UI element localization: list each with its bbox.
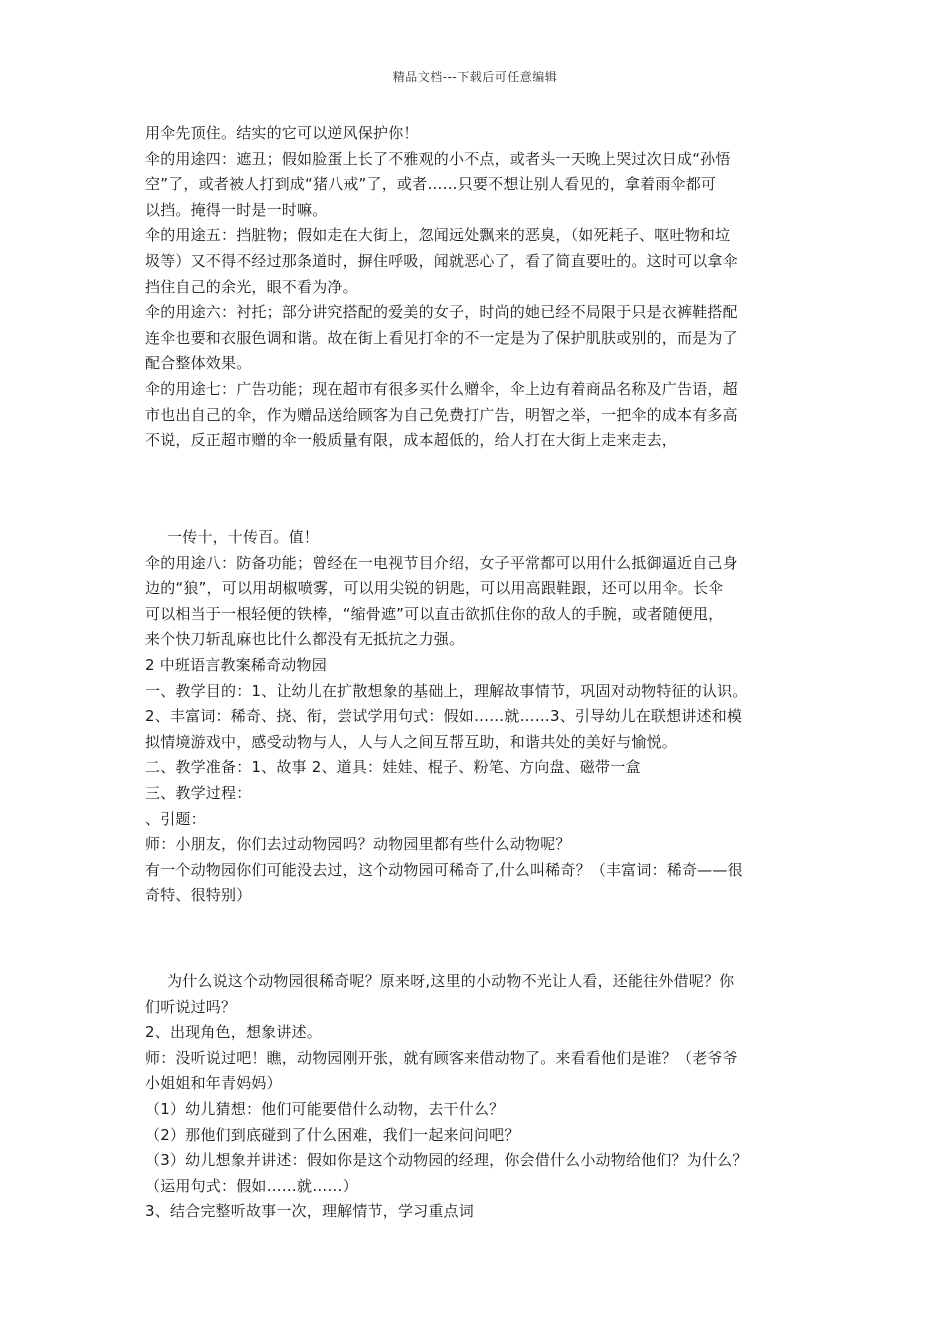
text-line: 伞的用途五：挡脏物；假如走在大街上，忽闻远处飘来的恶臭，（如死耗子、呕吐物和垃 [145,226,731,245]
text-line: 2、出现角色，想象讲述。 [145,1023,322,1042]
text-line: 一、教学目的：1、让幼儿在扩散想象的基础上，理解故事情节，巩固对动物特征的认识。 [145,681,748,700]
text-line: 2、丰富词：稀奇、挠、衔，尝试学用句式：假如……就……3、引导幼儿在联想讲述和模 [145,707,743,726]
text-line: （3）幼儿想象并讲述：假如你是这个动物园的经理，你会借什么小动物给他们？为什么？ [145,1151,748,1170]
text-line: 、引题： [145,809,206,828]
text-line: 伞的用途八：防备功能；曾经在一电视节目介绍，女子平常都可以用什么抵御逼近自己身 [145,553,738,572]
text-line: （运用句式：假如……就……） [145,1176,358,1195]
text-line: （1）幼儿猜想：他们可能要借什么动物，去干什么？ [145,1099,505,1118]
text-line: 3、结合完整听故事一次，理解情节，学习重点词 [145,1202,474,1221]
text-line: 空”了，或者被人打到成“猪八戒”了，或者……只要不想让别人看见的，拿着雨伞都可 [145,175,717,194]
text-line: 奇特、很特别） [145,886,252,905]
text-line: （2）那他们到底碰到了什么困难，我们一起来问问吧？ [145,1125,520,1144]
text-line: 以挡。掩得一时是一时嘛。 [145,200,328,219]
text-line: 挡住自己的余光，眼不看为净。 [145,277,358,296]
text-line: 三、教学过程： [145,783,252,802]
text-line: 师：小朋友，你们去过动物园吗？动物园里都有些什么动物呢？ [145,835,571,854]
text-line: 有一个动物园你们可能没去过，这个动物园可稀奇了,什么叫稀奇？（丰富词：稀奇——很 [145,860,743,879]
section-heading: 2 中班语言教案稀奇动物园 [145,655,327,674]
text-line: 为什么说这个动物园很稀奇呢？原来呀,这里的小动物不光让人看，还能往外借呢？你 [167,972,735,990]
text-line: 圾等）又不得不经过那条道时，摒住呼吸，闻就恶心了，看了简直要吐的。这时可以拿伞 [145,251,738,270]
text-line: 伞的用途六：衬托；部分讲究搭配的爱美的女子，时尚的她已经不局限于只是衣裤鞋搭配 [145,303,738,322]
text-line: 小姐姐和年青妈妈） [145,1074,282,1093]
text-line: 一传十，十传百。值！ [167,528,320,546]
text-line: 用伞先顶住。结实的它可以逆风保护你！ [145,124,419,142]
text-line: 连伞也要和衣服色调和谐。故在街上看见打伞的不一定是为了保护肌肤或别的，而是为了 [145,328,738,347]
page-header: 精品文档---下载后可任意编辑 [392,70,558,84]
text-line: 市也出自己的伞，作为赠品送给顾客为自己免费打广告，明智之举，一把伞的成本有多高 [145,405,738,424]
text-line: 伞的用途七：广告功能；现在超市有很多买什么赠伞，伞上边有着商品名称及广告语，超 [145,379,738,398]
text-line: 们听说过吗？ [145,997,237,1016]
text-line: 边的“狼”，可以用胡椒喷雾，可以用尖锐的钥匙，可以用高跟鞋跟，还可以用伞。长伞 [145,579,724,598]
text-line: 伞的用途四：遮丑；假如脸蛋上长了不雅观的小不点，或者头一天晚上哭过次日成“孙悟 [145,149,731,168]
text-block-1 [145,121,825,454]
text-line: 拟情境游戏中，感受动物与人，人与人之间互帮互助，和谐共处的美好与愉悦。 [145,732,678,751]
text-line: 不说，反正超市赠的伞一般质量有限，成本超低的，给人打在大街上走来走去， [145,431,678,450]
text-line: 来个快刀斩乱麻也比什么都没有无抵抗之力强。 [145,630,465,649]
text-line: 二、教学准备：1、故事 2、道具：娃娃、棍子、粉笔、方向盘、磁带一盒 [145,758,641,777]
text-line: 可以相当于一根轻便的铁棒，“缩骨遮”可以直击欲抓住你的敌人的手腕，或者随便甩， [145,604,724,623]
text-block-2 [145,525,825,909]
text-line: 配合整体效果。 [145,354,252,373]
text-block-3 [145,969,825,1225]
text-line: 师：没听说过吧！瞧，动物园刚开张，就有顾客来借动物了。来看看他们是谁？（老爷爷 [145,1048,738,1067]
